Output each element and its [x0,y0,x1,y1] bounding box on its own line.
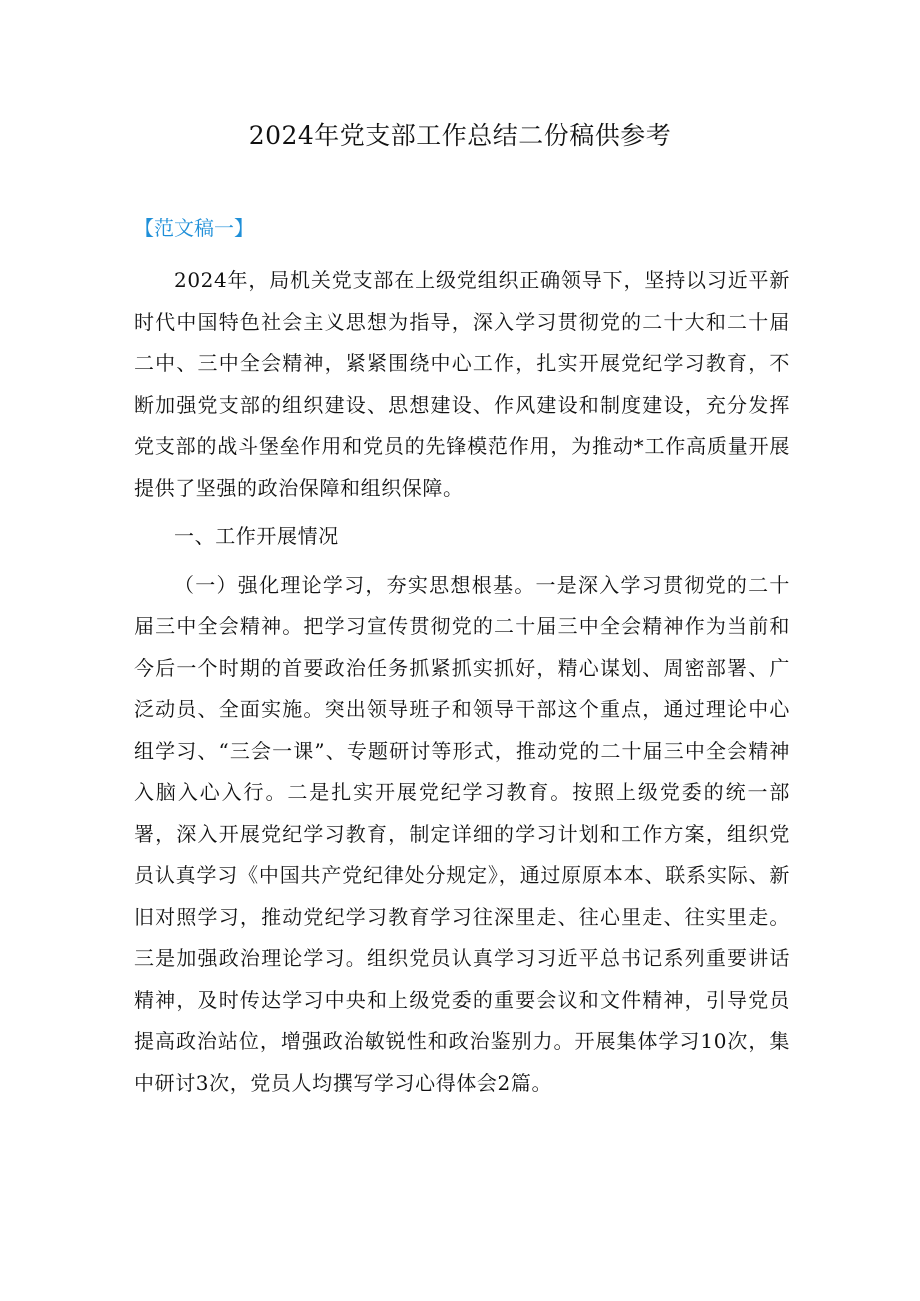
section-label: 【范文稿一】 [134,216,254,240]
document-title: 2024年党支部工作总结二份稿供参考 [248,121,672,150]
document-body [134,260,790,1111]
section-paragraph: （一）强化理论学习，夯实思想根基。一是深入学习贯彻党的二十届三中全会精神。把学习宣传贯彻党的二十届三中全会精神作为当前和今后一个时期的首要政治任务抓紧抓实抓好，精心谋划、周密部署、广泛动员、全面实施。突出领导班子和领导干部这个重点，通过理论中心组学习、“三会一课”、专题研讨等形式，推动党的二十届三中全会精神入脑入心入行。二是扎实开展党纪学习教育。按照上级党委的统一部署，深入开展党纪学习教育，制定详细的学习计划和工作方案，组织党员认真学习《中国共产党纪律处分规定》，通过原原本本、联系实际、新旧对照学习，推动党纪学习教育学习往深里走、往心里走、往实里走。三是加强政治理论学习。组织党员认真学习习近平总书记系列重要讲话精神，及时传达学习中央和上级党委的重要会议和文件精神，引导党员提高政治站位，增强政治敏锐性和政治鉴别力。开展集体学习10次，集中研讨3次，党员人均撰写学习心得体会2篇。 [134,572,790,1095]
section-heading: 一、工作开展情况 [174,524,339,548]
intro-paragraph: 2024年，局机关党支部在上级党组织正确领导下，坚持以习近平新时代中国特色社会主义思想为指导，深入学习贯彻党的二十大和二十届二中、三中全会精神，紧紧围绕中心工作，扎实开展党纪学习教育，不断加强党支部的组织建设、思想建设、作风建设和制度建设，充分发挥党支部的战斗堡垒作用和党员的先锋模范作用，为推动*工作高质量开展提供了坚强的政治保障和组织保障。 [134,268,790,500]
